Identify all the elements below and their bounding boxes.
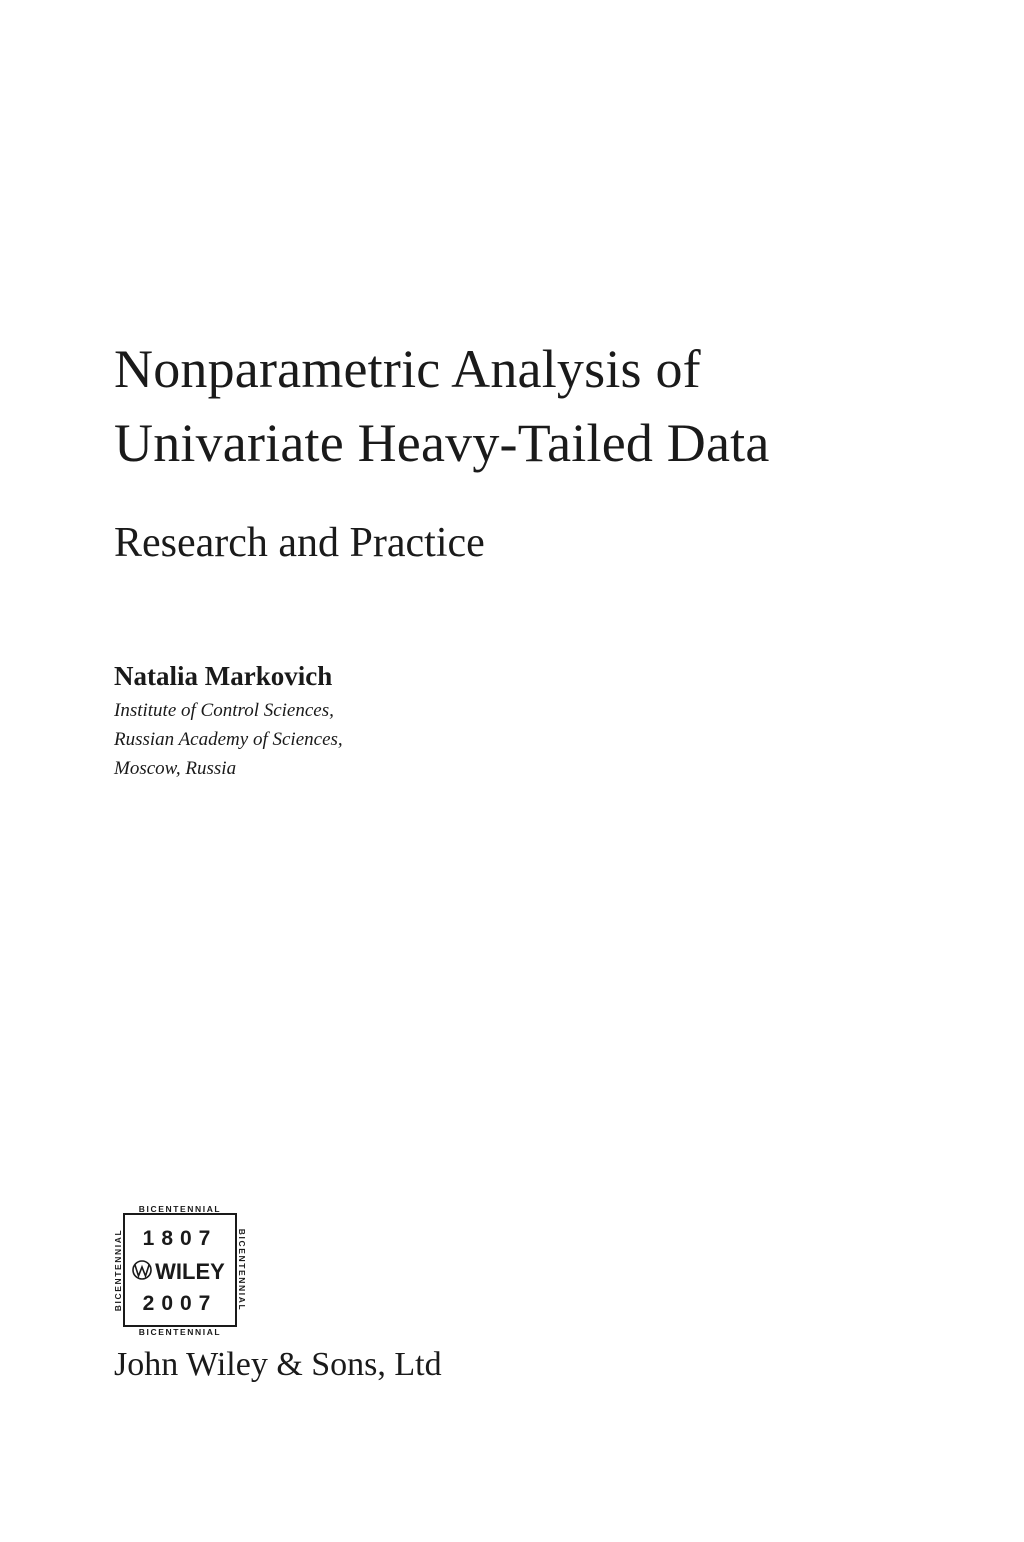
logo-year-start: 1807 bbox=[142, 1227, 218, 1250]
affiliation-line-2: Russian Academy of Sciences, bbox=[114, 729, 343, 750]
logo-brand: WILEY bbox=[155, 1259, 225, 1284]
logo-year-end: 2007 bbox=[142, 1292, 218, 1315]
logo-border-text-left: BICENTENNIAL bbox=[113, 1228, 123, 1312]
author-name: Natalia Markovich bbox=[114, 661, 333, 691]
author-affiliation bbox=[114, 696, 343, 783]
book-subtitle: Research and Practice bbox=[114, 520, 485, 566]
logo-border-text-top: BICENTENNIAL bbox=[138, 1204, 222, 1214]
affiliation-line-1: Institute of Control Sciences, bbox=[114, 700, 334, 721]
book-title-line-2: Univariate Heavy-Tailed Data bbox=[114, 413, 770, 473]
book-title bbox=[114, 332, 770, 480]
wiley-bicentennial-logo-icon bbox=[112, 1202, 248, 1338]
logo-emblem-icon bbox=[133, 1261, 151, 1279]
logo-border-text-bottom: BICENTENNIAL bbox=[138, 1327, 222, 1337]
book-title-line-1: Nonparametric Analysis of bbox=[114, 339, 701, 399]
publisher-name: John Wiley & Sons, Ltd bbox=[114, 1346, 442, 1383]
affiliation-line-3: Moscow, Russia bbox=[114, 758, 237, 779]
logo-border-text-right: BICENTENNIAL bbox=[237, 1228, 247, 1312]
